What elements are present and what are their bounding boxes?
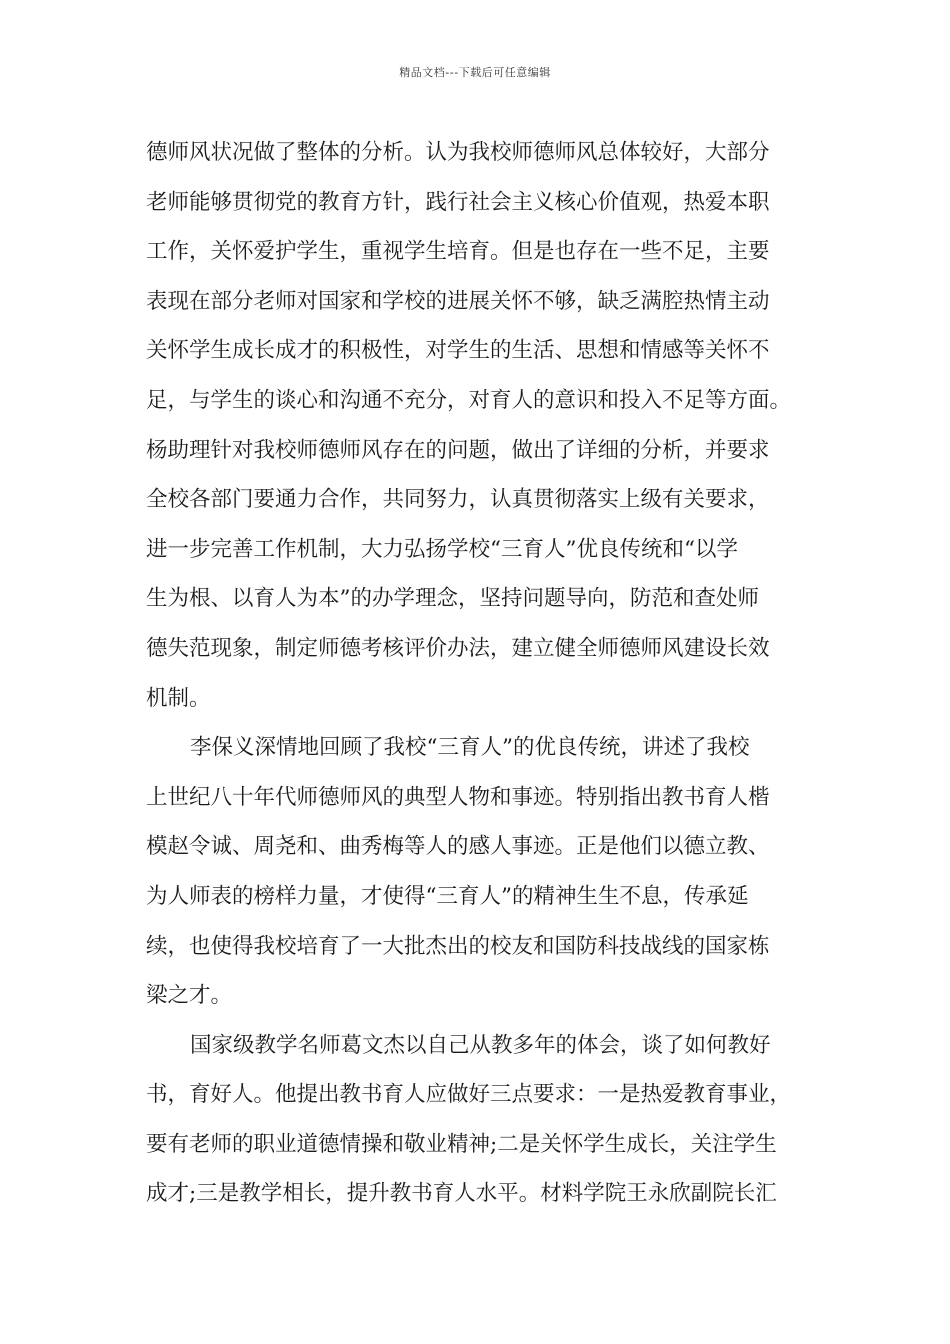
text-line: 为人师表的榜样力量，才使得“三育人”的精神生生不息，传承延: [146, 883, 749, 909]
text-line: 德失范现象，制定师德考核评价办法，建立健全师德师风建设长效: [146, 635, 770, 661]
text-line: 梁之才。: [146, 983, 233, 1009]
text-line: 进一步完善工作机制，大力弘扬学校“三育人”优良传统和“以学: [146, 536, 738, 562]
paragraph: [146, 128, 806, 723]
paragraph: [146, 1021, 806, 1219]
text-line: 工作，关怀爱护学生，重视学生培育。但是也存在一些不足，主要: [146, 239, 770, 265]
text-line: 成才;三是教学相长，提升教书育人水平。材料学院王永欣副院长汇: [146, 1181, 777, 1207]
text-line: 要有老师的职业道德情操和敬业精神;二是关怀学生成长，关注学生: [146, 1131, 777, 1157]
text-line: 全校各部门要通力合作，共同努力，认真贯彻落实上级有关要求，: [146, 487, 770, 513]
paragraph: [146, 723, 806, 1021]
text-line: 老师能够贯彻党的教育方针，践行社会主义核心价值观，热爱本职: [146, 189, 770, 215]
text-line: 表现在部分老师对国家和学校的进展关怀不够，缺乏满腔热情主动: [146, 288, 770, 314]
document-body: [146, 128, 806, 1219]
page-header: 精品文档---下载后可任意编辑: [399, 66, 551, 79]
text-line: 机制。: [146, 685, 211, 711]
text-line: 足，与学生的谈心和沟通不充分，对育人的意识和投入不足等方面。: [146, 387, 792, 413]
text-line: 李保义深情地回顾了我校“三育人”的优良传统，讲述了我校: [190, 735, 750, 761]
text-line: 德师风状况做了整体的分析。认为我校师德师风总体较好，大部分: [146, 140, 770, 165]
text-line: 杨助理针对我校师德师风存在的问题，做出了详细的分析，并要求: [146, 437, 770, 463]
text-line: 关怀学生成长成才的积极性，对学生的生活、思想和情感等关怀不: [146, 338, 770, 364]
text-line: 续，也使得我校培育了一大批杰出的校友和国防科技战线的国家栋: [146, 933, 770, 959]
text-line: 国家级教学名师葛文杰以自己从教多年的体会，谈了如何教好: [190, 1032, 771, 1058]
text-line: 生为根、以育人为本”的办学理念，坚持问题导向，防范和查处师: [146, 586, 759, 612]
text-line: 模赵令诚、周尧和、曲秀梅等人的感人事迹。正是他们以德立教、: [146, 834, 770, 860]
text-line: 书，育好人。他提出教书育人应做好三点要求：一是热爱教育事业，: [146, 1082, 792, 1108]
text-line: 上世纪八十年代师德师风的典型人物和事迹。特别指出教书育人楷: [146, 784, 770, 810]
